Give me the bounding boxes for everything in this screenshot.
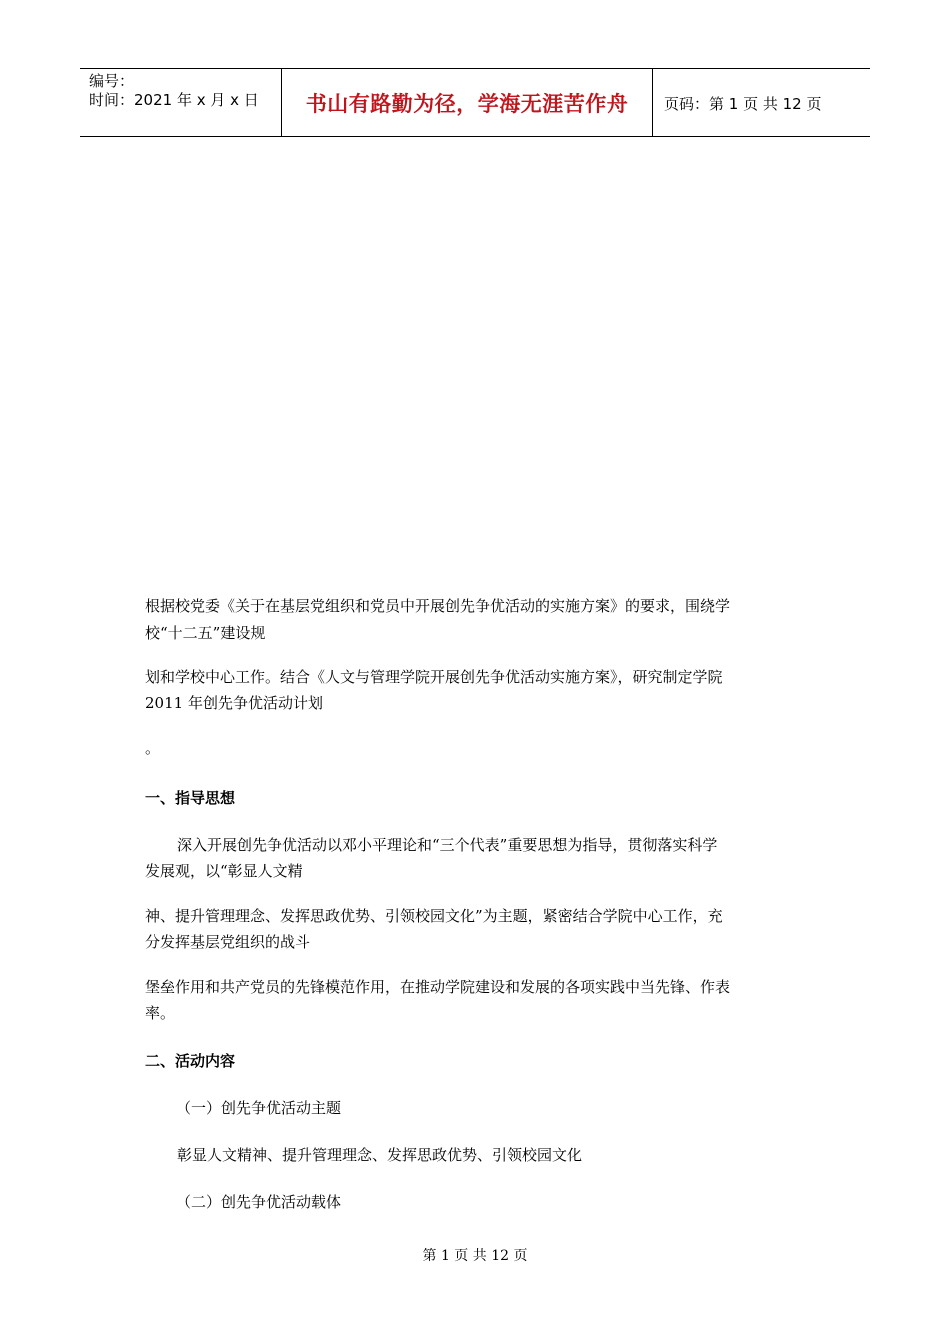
subsection-1-text: 彰显人文精神、提升管理理念、发挥思政优势、引领校园文化 [177, 1146, 583, 1164]
intro-line-4: 2011 年创先争优活动计划 [145, 694, 323, 712]
subsection-heading-1: （一）创先争优活动主题 [176, 1099, 342, 1117]
number-label: 编号： [89, 72, 135, 90]
intro-line-3: 划和学校中心工作。结合《人文与管理学院开展创先争优活动实施方案》，研究制定学院 [145, 668, 723, 686]
section-heading-2: 二、活动内容 [145, 1052, 236, 1070]
header-page-info: 页码：第 1 页 共 12 页 [664, 95, 822, 113]
intro-line-2: 校“十二五”建设规 [145, 624, 266, 642]
intro-line-5: 。 [145, 739, 161, 757]
section1-line-4: 分发挥基层党组织的战斗 [145, 933, 311, 951]
header-meta-cell [80, 69, 282, 136]
section1-line-5: 堡垒作用和共产党员的先锋模范作用，在推动学院建设和发展的各项实践中当先锋、作表 [145, 978, 731, 996]
section1-line-2: 发展观，以“彰显人文精 [145, 862, 303, 880]
subsection-heading-2: （二）创先争优活动载体 [176, 1193, 342, 1211]
header-motto-cell [282, 69, 653, 136]
motto-text: 书山有路勤为径，学海无涯苦作舟 [305, 91, 629, 116]
time-label: 时间：2021 年 x 月 x 日 [89, 91, 259, 109]
intro-line-1: 根据校党委《关于在基层党组织和党员中开展创先争优活动的实施方案》的要求，围绕学 [145, 597, 731, 615]
section1-line-6: 率。 [145, 1004, 176, 1022]
header-table [80, 68, 870, 137]
page-footer: 第 1 页 共 12 页 [422, 1248, 528, 1264]
section1-line-3: 神、提升管理理念、发挥思政优势、引领校园文化”为主题，紧密结合学院中心工作，充 [145, 907, 723, 925]
section1-line-1: 深入开展创先争优活动以邓小平理论和“三个代表”重要思想为指导，贯彻落实科学 [177, 836, 718, 854]
section-heading-1: 一、指导思想 [145, 789, 236, 807]
